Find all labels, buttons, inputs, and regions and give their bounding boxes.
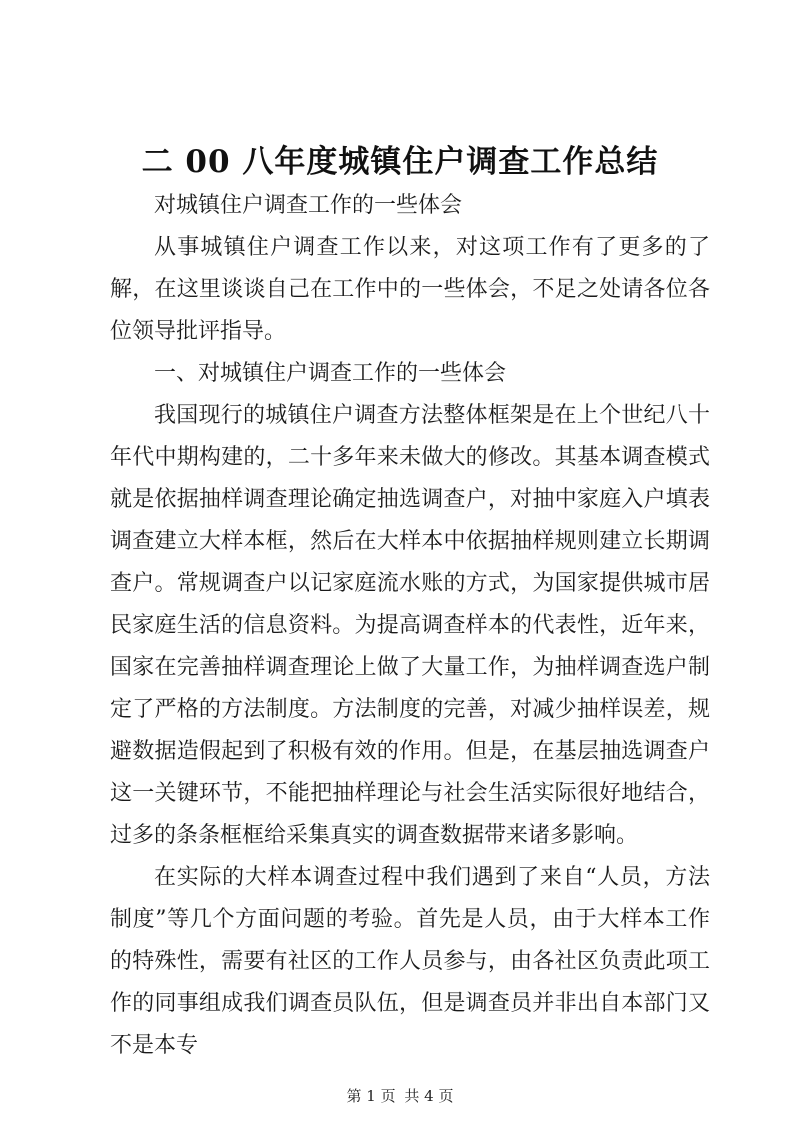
document-body — [110, 185, 710, 1067]
section-heading: 一、对城镇住户调查工作的一些体会 — [154, 361, 507, 386]
page-footer — [0, 1085, 800, 1106]
paragraph: 对城镇住户调查工作的一些体会 — [154, 193, 463, 218]
paragraph: 在实际的大样本调查过程中我们遇到了来自“人员，方法制度”等几个方面问题的考验。首先是人员，由于大样本工作的特殊性，需要有社区的工作人员参与，由各社区负责此项工作的同事组成我们调查员队伍，但是调查员并非出自本部门又不是本专 — [110, 865, 710, 1058]
paragraph: 我国现行的城镇住户调查方法整体框架是在上个世纪八十年代中期构建的，二十多年来未做大的修改。其基本调查模式就是依据抽样调查理论确定抽选调查户，对抽中家庭入户填表调查建立大样本框，然后在大样本中依据抽样规则建立长期调查户。常规调查户以记家庭流水账的方式，为国家提供城市居民家庭生活的信息资料。为提高调查样本的代表性，近年来，国家在完善抽样调查理论上做了大量工作，为抽样调查选户制定了严格的方法制度。方法制度的完善，对减少抽样误差，规避数据造假起到了积极有效的作用。但是，在基层抽选调查户这一关键环节，不能把抽样理论与社会生活实际很好地结合，过多的条条框框给采集真实的调查数据带来诸多影响。 — [110, 403, 710, 848]
paragraph: 从事城镇住户调查工作以来，对这项工作有了更多的了解，在这里谈谈自己在工作中的一些体会，不足之处请各位各位领导批评指导。 — [110, 235, 710, 344]
page-total: 共 4 页 — [404, 1087, 454, 1105]
page-number: 第 1 页 — [346, 1087, 396, 1105]
document-title: 二 00 八年度城镇住户调查工作总结 — [141, 144, 659, 180]
